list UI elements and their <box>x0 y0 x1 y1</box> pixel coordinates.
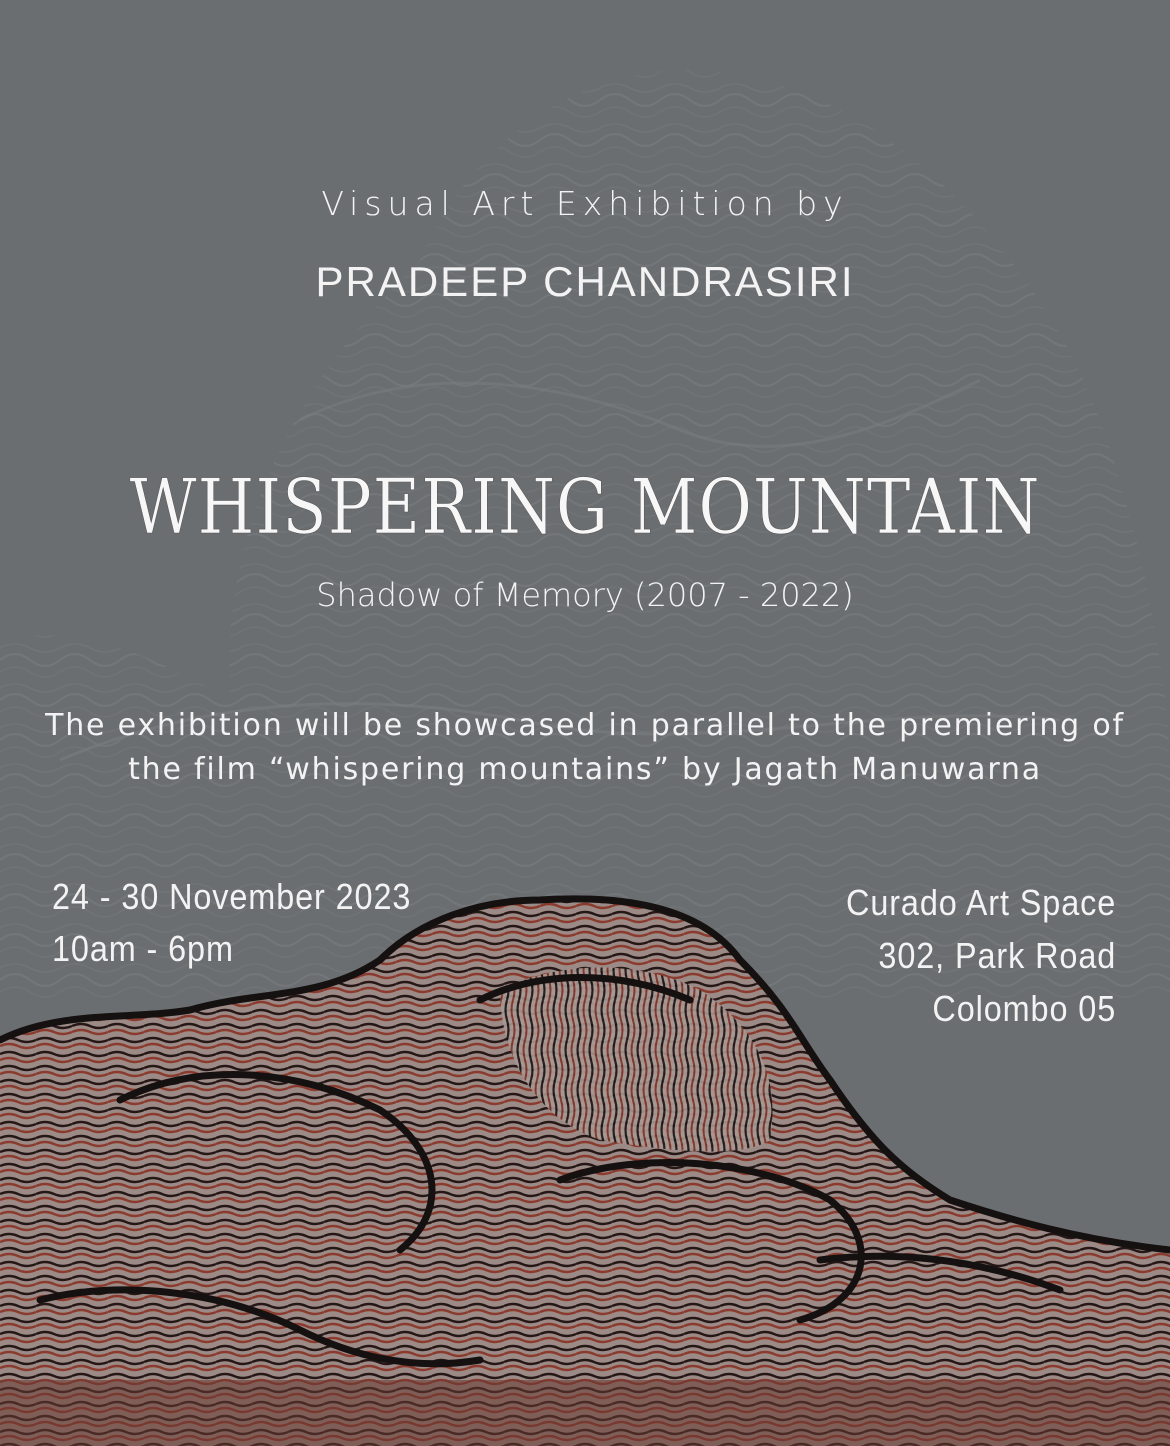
exhibition-dates: 24 - 30 November 2023 <box>52 876 412 917</box>
venue-name: Curado Art Space <box>845 882 1116 923</box>
exhibition-note-line-2: the film “whispering mountains” by Jagath Manuwarna <box>128 752 1042 787</box>
artist-name: PRADEEP CHANDRASIRI <box>315 258 855 305</box>
exhibition-title: WHISPERING MOUNTAIN <box>129 462 1041 551</box>
exhibition-note-line-1: The exhibition will be showcased in parallel to the premiering of <box>45 708 1125 743</box>
exhibition-kicker: Visual Art Exhibition by <box>321 184 849 223</box>
venue-city: Colombo 05 <box>932 988 1116 1029</box>
venue-street: 302, Park Road <box>878 935 1116 976</box>
exhibition-subtitle: Shadow of Memory (2007 - 2022) <box>316 576 854 614</box>
exhibition-hours: 10am - 6pm <box>52 928 234 969</box>
